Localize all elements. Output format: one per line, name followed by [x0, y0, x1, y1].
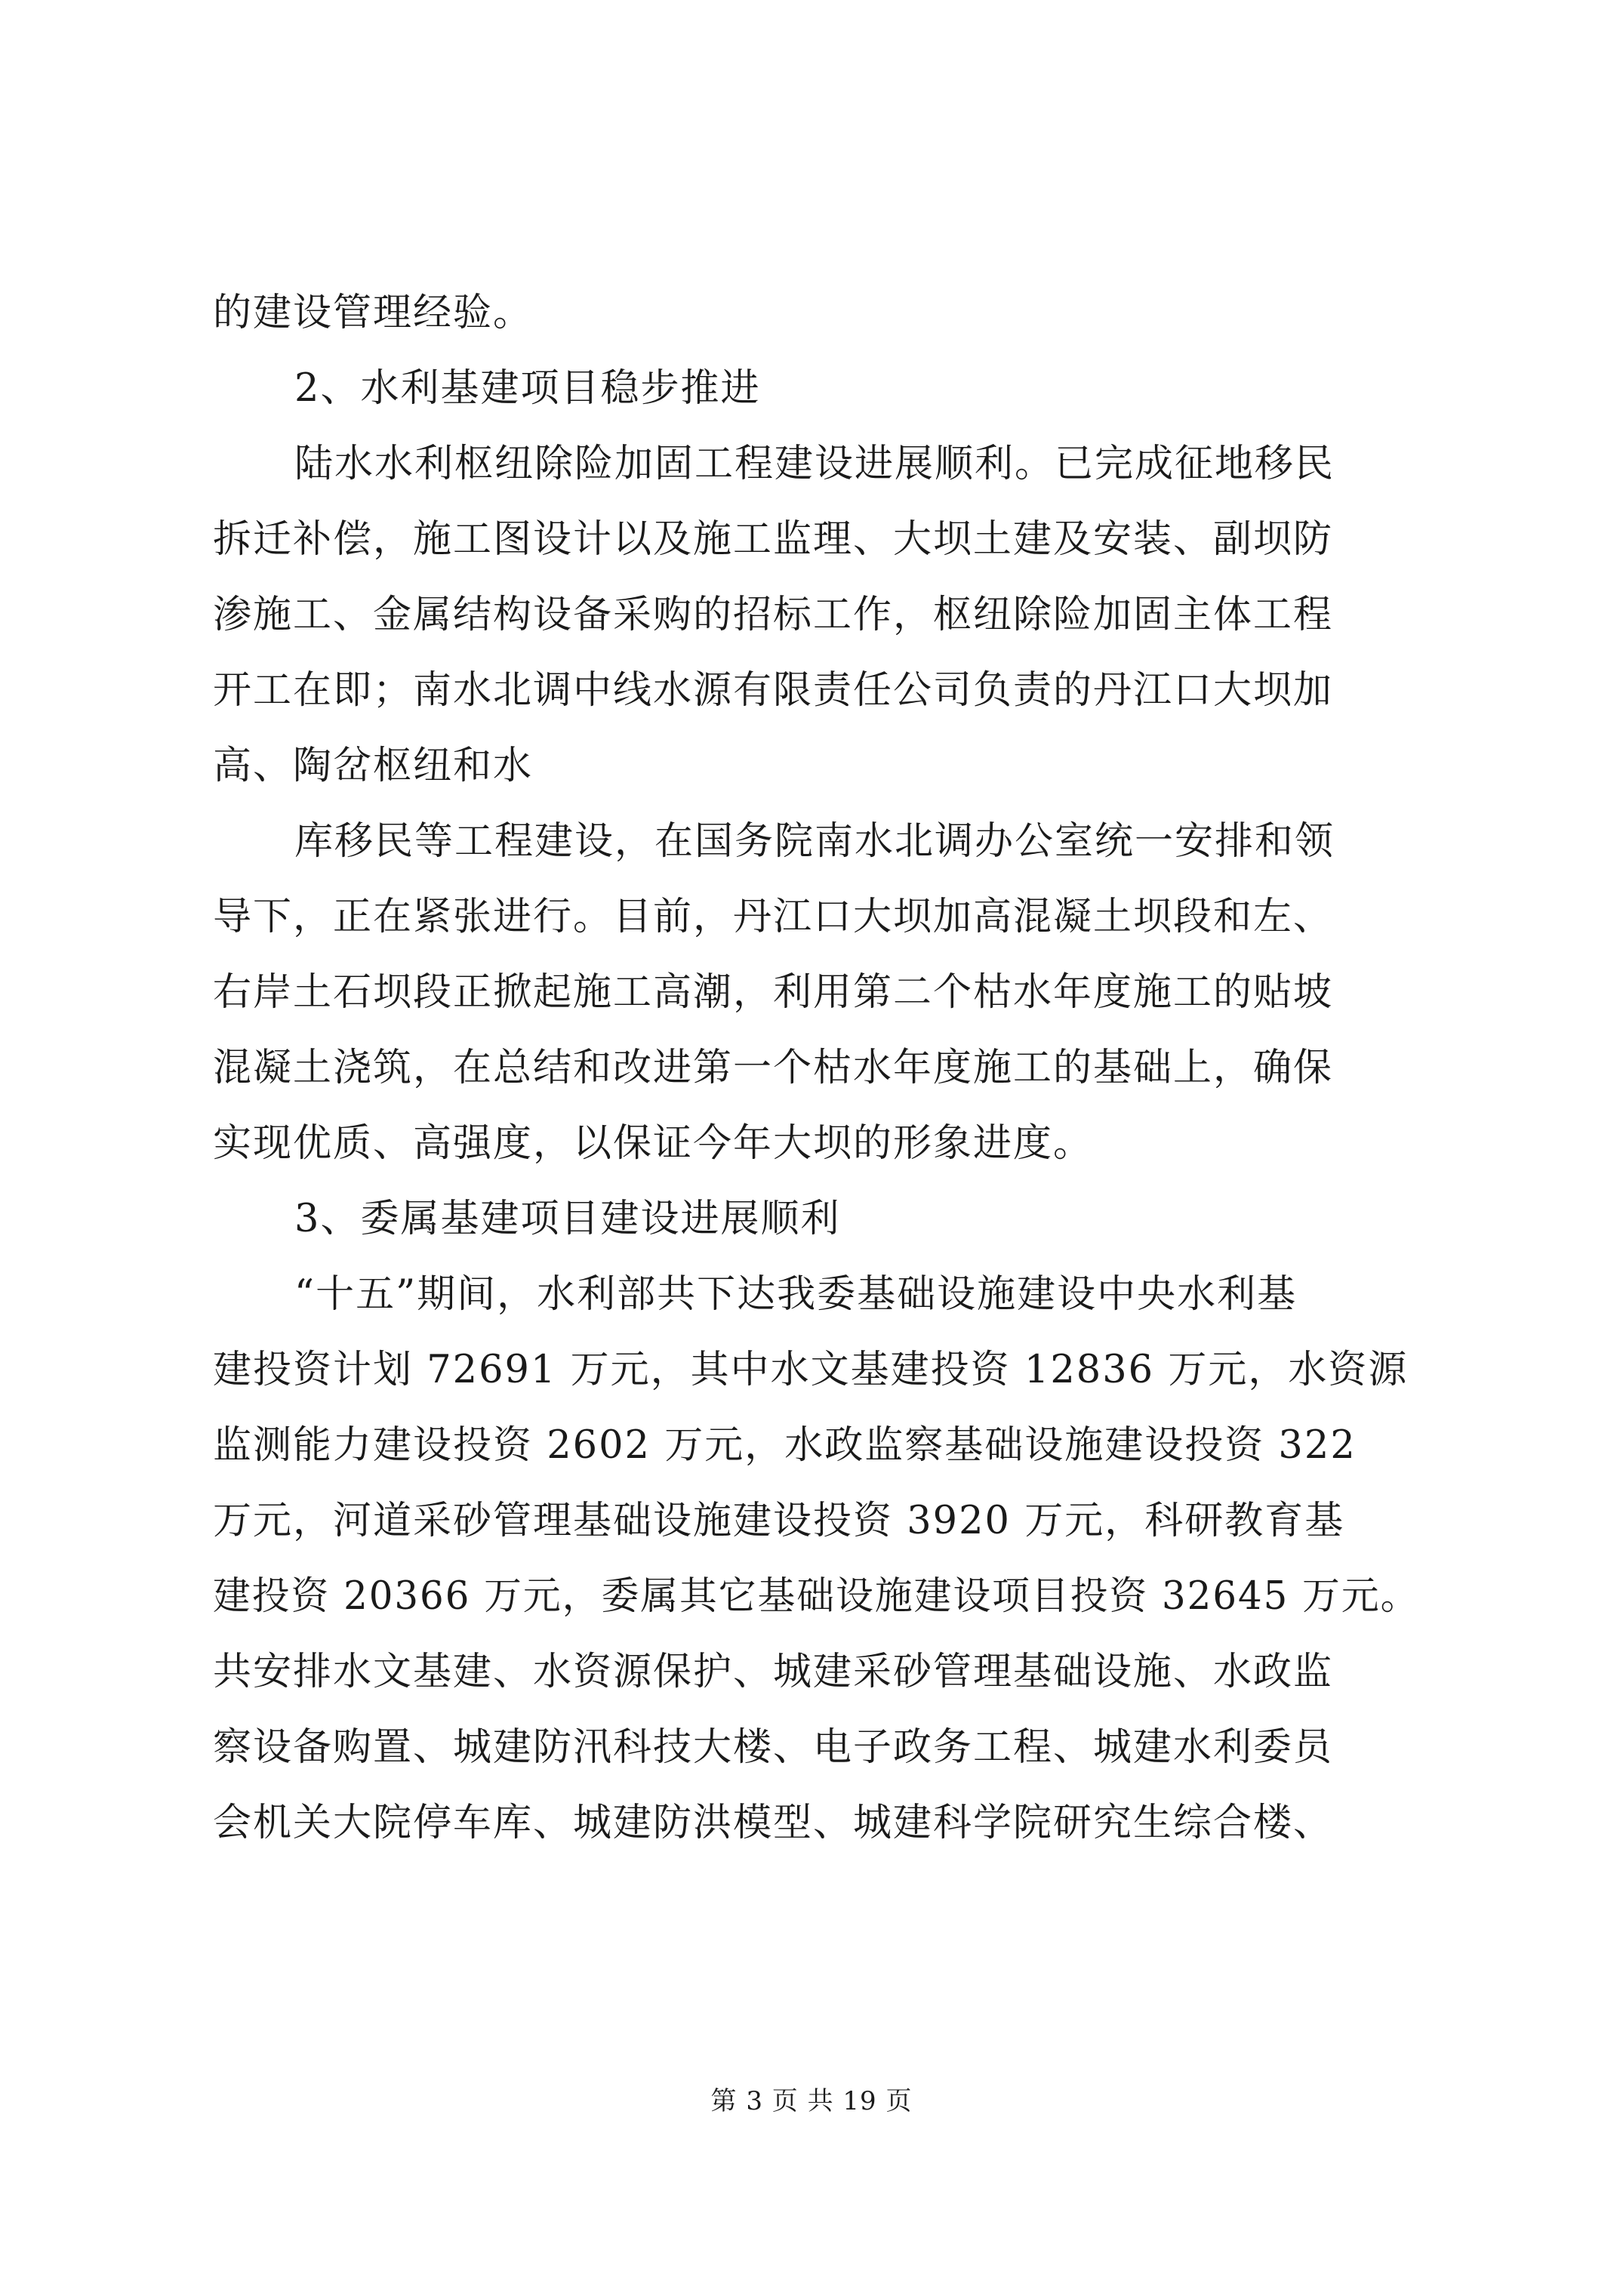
text-line: 建投资 20366 万元，委属其它基础设施建设项目投资 32645 万元。 — [213, 1574, 1420, 1619]
text-line: 察设备购置、城建防汛科技大楼、电子政务工程、城建水利委员 — [213, 1725, 1334, 1770]
text-line: 监测能力建设投资 2602 万元，水政监察基础设施建设投资 322 — [213, 1423, 1357, 1468]
text-line: 导下，正在紧张进行。目前，丹江口大坝加高混凝土坝段和左、 — [213, 895, 1334, 939]
text-line: 万元，河道采砂管理基础设施建设投资 3920 万元，科研教育基 — [213, 1499, 1345, 1543]
text-line: 混凝土浇筑，在总结和改进第一个枯水年度施工的基础上，确保 — [213, 1046, 1334, 1090]
text-line: 会机关大院停车库、城建防洪模型、城建科学院研究生综合楼、 — [213, 1801, 1334, 1845]
text-line: 建投资计划 72691 万元，其中水文基建投资 12836 万元，水资源 — [213, 1348, 1409, 1392]
text-line: 实现优质、高强度，以保证今年大坝的形象进度。 — [213, 1121, 1094, 1166]
text-line: “十五”期间，水利部共下达我委基础设施建设中央水利基 — [294, 1272, 1298, 1317]
text-line: 高、陶岔枢纽和水 — [213, 744, 534, 788]
text-line: 右岸土石坝段正掀起施工高潮，利用第二个枯水年度施工的贴坡 — [213, 970, 1334, 1015]
text-line: 共安排水文基建、水资源保护、城建采砂管理基础设施、水政监 — [213, 1650, 1334, 1694]
text-line: 开工在即；南水北调中线水源有限责任公司负责的丹江口大坝加 — [213, 668, 1334, 713]
text-line: 的建设管理经验。 — [213, 291, 534, 335]
text-line: 陆水水利枢纽除险加固工程建设进展顺利。已完成征地移民 — [294, 442, 1335, 486]
page-number-footer: 第 3 页 共 19 页 — [710, 2086, 913, 2116]
text-line: 库移民等工程建设，在国务院南水北调办公室统一安排和领 — [294, 819, 1335, 864]
section-heading: 2、水利基建项目稳步推进 — [294, 366, 761, 411]
section-heading: 3、委属基建项目建设进展顺利 — [294, 1197, 841, 1241]
text-line: 渗施工、金属结构设备采购的招标工作，枢纽除险加固主体工程 — [213, 593, 1334, 637]
text-line: 拆迁补偿，施工图设计以及施工监理、大坝土建及安装、副坝防 — [213, 517, 1334, 562]
